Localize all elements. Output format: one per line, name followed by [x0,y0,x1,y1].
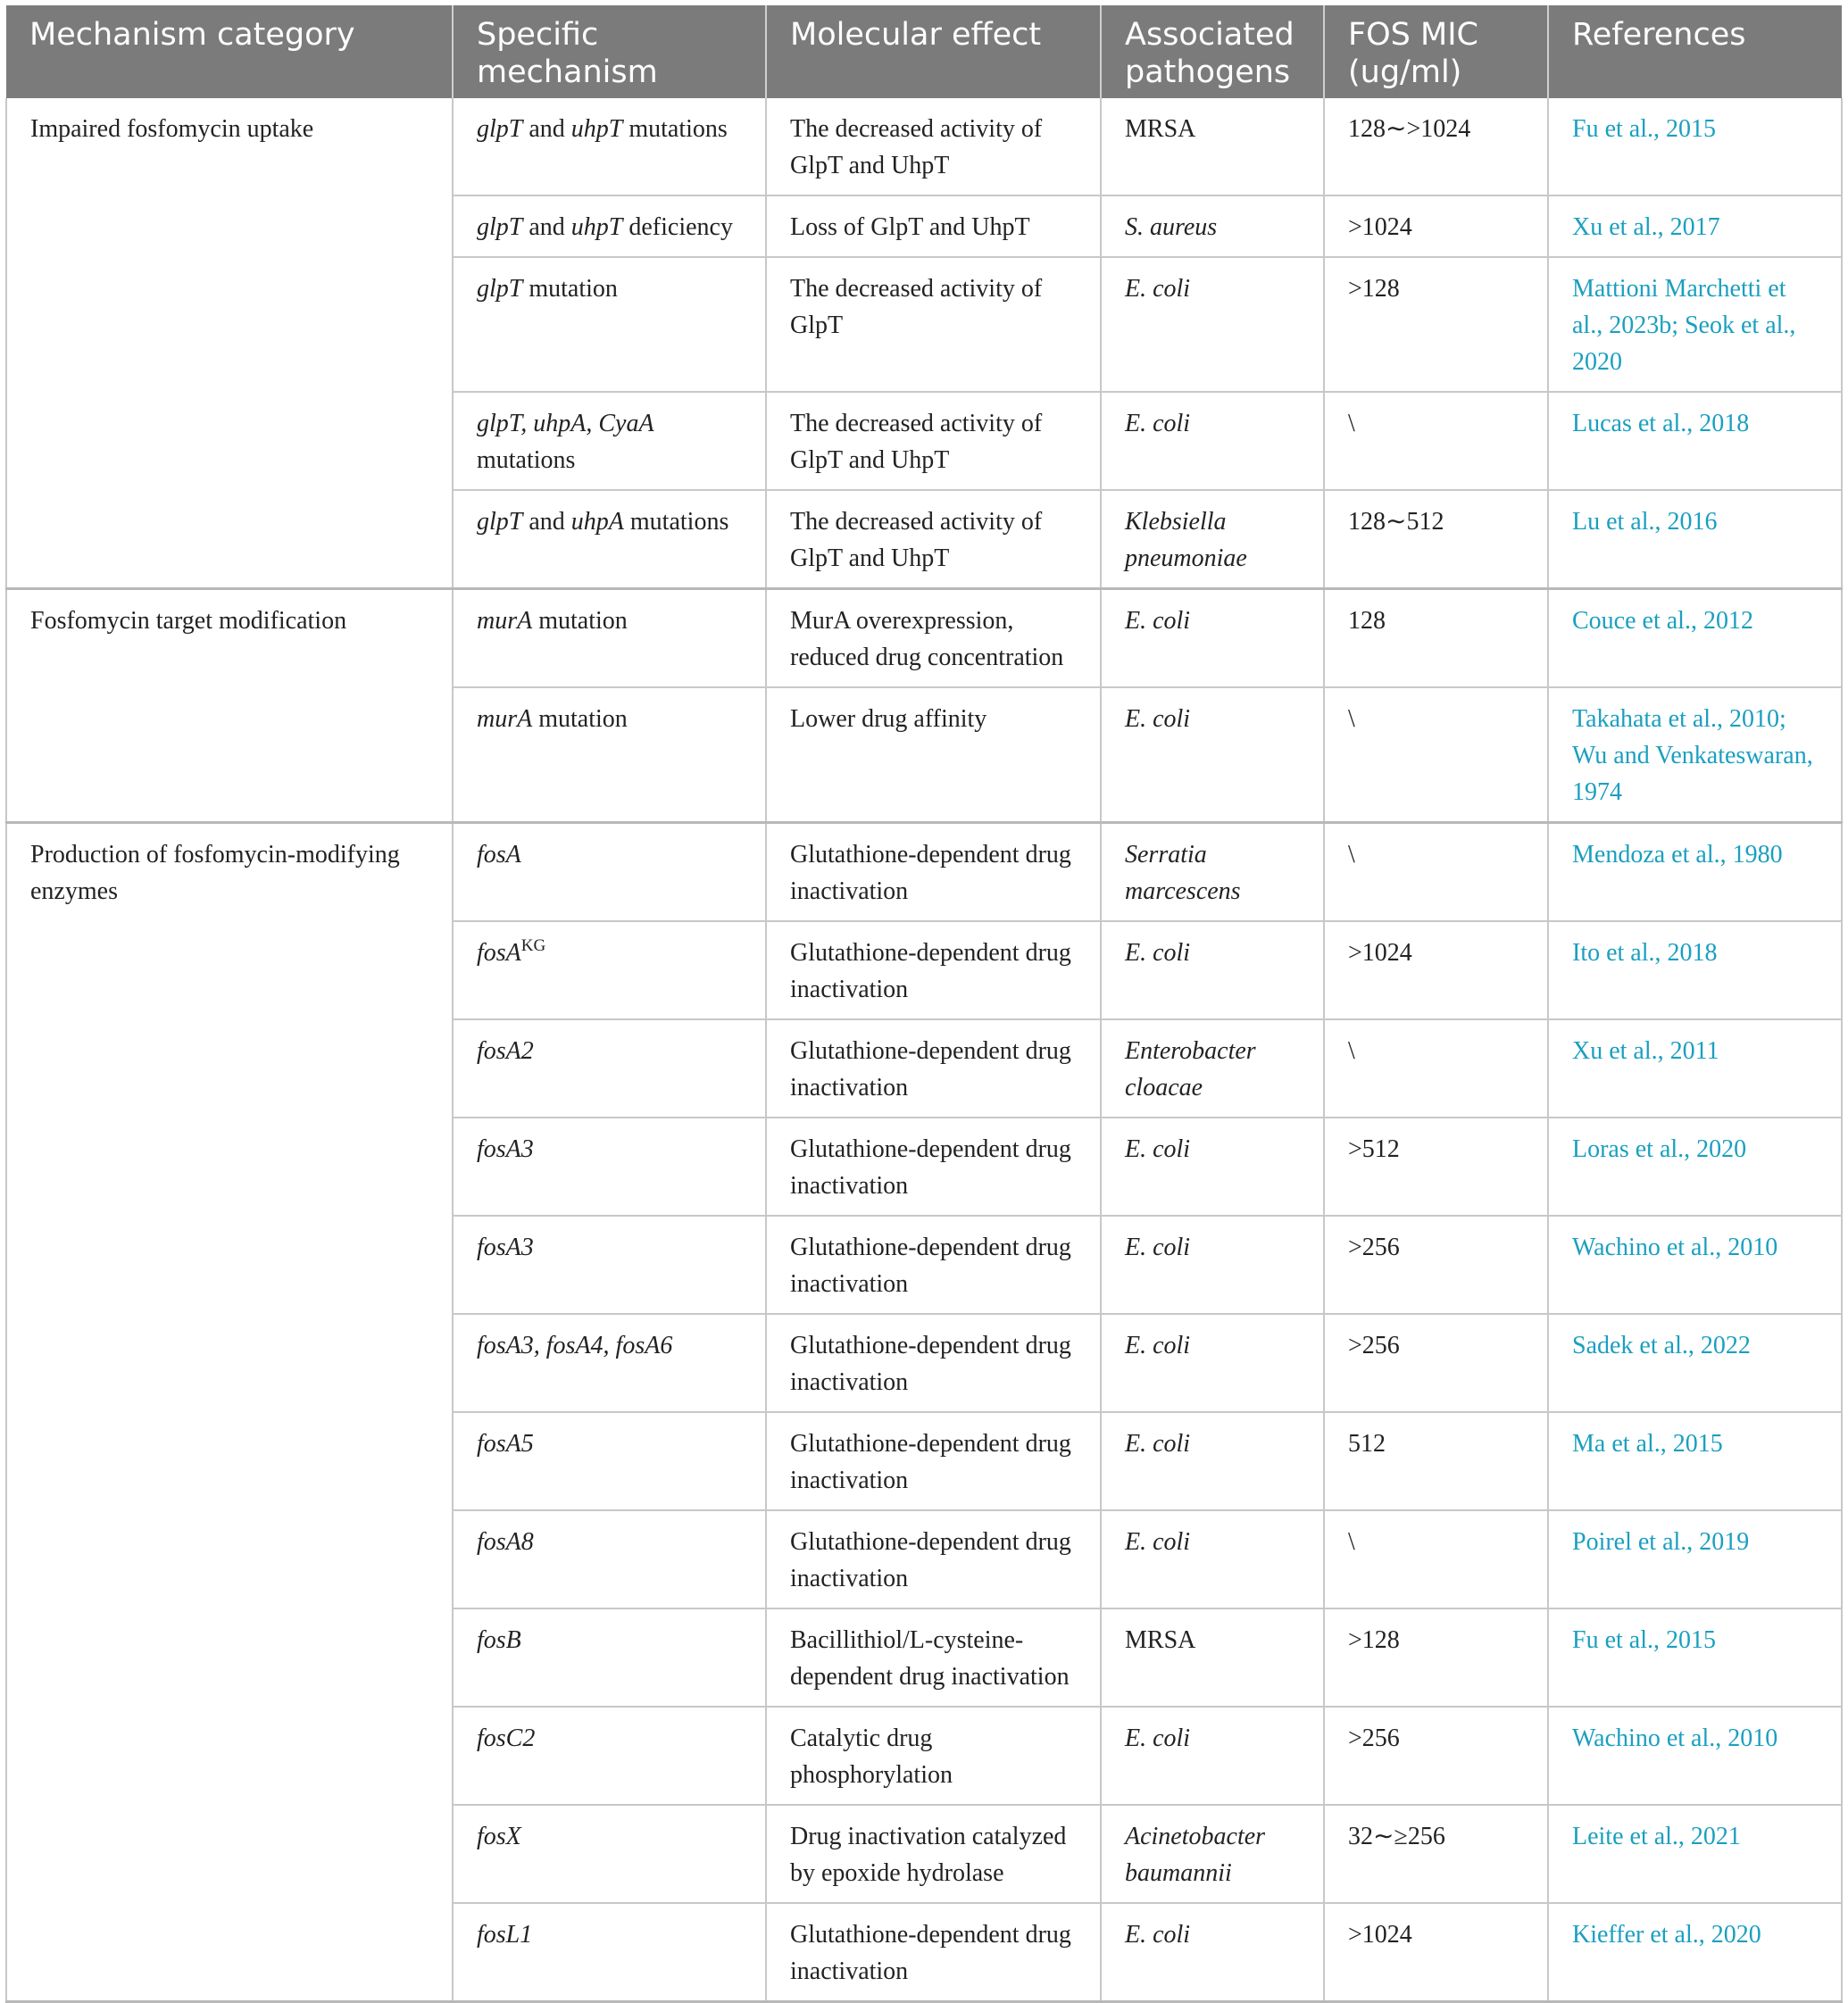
specific-mechanism-cell: glpT and uhpA mutations [453,490,766,589]
header-molecular-effect: Molecular effect [766,5,1101,98]
mic-cell: \ [1324,687,1548,823]
reference-cell [1548,490,1842,589]
table-row [6,823,1842,922]
reference-link[interactable]: Mendoza et al., 1980 [1572,841,1783,869]
specific-mechanism-cell: glpT, uhpA, CyaA mutations [453,392,766,490]
molecular-effect-cell: The decreased activity of GlpT and UhpT [766,98,1101,195]
mic-cell: 128∼>1024 [1324,98,1548,195]
reference-link[interactable]: Wachino et al., 2010 [1572,1725,1778,1752]
reference-cell [1548,257,1842,392]
reference-link[interactable]: Leite et al., 2021 [1572,1823,1741,1850]
reference-link[interactable]: Loras et al., 2020 [1572,1135,1747,1163]
mic-cell: 128∼512 [1324,490,1548,589]
specific-mechanism-cell: fosA5 [453,1412,766,1510]
specific-mechanism-cell: fosL1 [453,1903,766,2002]
pathogen-cell: Acinetobacter baumannii [1101,1805,1324,1903]
pathogen-cell: E. coli [1101,1412,1324,1510]
specific-mechanism-cell: glpT and uhpT deficiency [453,195,766,257]
reference-cell [1548,1019,1842,1118]
pathogen-cell: Serratia marcescens [1101,823,1324,922]
pathogen-cell: E. coli [1101,921,1324,1019]
header-associated-pathogens: Associated pathogens [1101,5,1324,98]
pathogen-cell: E. coli [1101,1903,1324,2002]
mic-cell: \ [1324,823,1548,922]
pathogen-cell: E. coli [1101,1510,1324,1608]
table-row [6,589,1842,688]
mic-cell: \ [1324,1019,1548,1118]
pathogen-cell: E. coli [1101,687,1324,823]
reference-link[interactable]: Xu et al., 2017 [1572,213,1720,241]
specific-mechanism-cell: fosC2 [453,1707,766,1805]
reference-cell [1548,1707,1842,1805]
mic-cell: 32∼≥256 [1324,1805,1548,1903]
reference-cell [1548,1903,1842,2002]
molecular-effect-cell: Loss of GlpT and UhpT [766,195,1101,257]
table-body [6,98,1842,2002]
mic-cell: >1024 [1324,1903,1548,2002]
molecular-effect-cell: The decreased activity of GlpT and UhpT [766,490,1101,589]
molecular-effect-cell: Catalytic drug phosphorylation [766,1707,1101,1805]
category-cell: Production of fosfomycin-modifying enzymes [6,823,453,2002]
mic-cell: 512 [1324,1412,1548,1510]
category-cell: Fosfomycin target modification [6,589,453,823]
specific-mechanism-cell: glpT mutation [453,257,766,392]
header-specific-mechanism: Specific mechanism [453,5,766,98]
specific-mechanism-cell: fosA8 [453,1510,766,1608]
reference-cell [1548,195,1842,257]
pathogen-cell: E. coli [1101,589,1324,688]
mic-cell: >128 [1324,257,1548,392]
reference-link[interactable]: Mattioni Marchetti et al., 2023b; Seok et al., 2020 [1572,275,1796,376]
molecular-effect-cell: Glutathione-dependent drug inactivation [766,921,1101,1019]
reference-link[interactable]: Fu et al., 2015 [1572,115,1716,143]
header-references: References [1548,5,1842,98]
resistance-mechanisms-table [5,5,1843,2003]
reference-cell [1548,589,1842,688]
reference-link[interactable]: Ito et al., 2018 [1572,939,1718,967]
mic-cell: >1024 [1324,195,1548,257]
mic-cell: \ [1324,1510,1548,1608]
reference-cell [1548,921,1842,1019]
molecular-effect-cell: MurA overexpression, reduced drug concentration [766,589,1101,688]
reference-cell [1548,1314,1842,1412]
reference-link[interactable]: Fu et al., 2015 [1572,1626,1716,1654]
mic-cell: >512 [1324,1118,1548,1216]
molecular-effect-cell: Glutathione-dependent drug inactivation [766,1216,1101,1314]
header-mechanism-category: Mechanism category [6,5,453,98]
mic-cell: >128 [1324,1608,1548,1707]
mic-cell: \ [1324,392,1548,490]
reference-cell [1548,823,1842,922]
pathogen-cell: E. coli [1101,1118,1324,1216]
molecular-effect-cell: Drug inactivation catalyzed by epoxide hydrolase [766,1805,1101,1903]
reference-link[interactable]: Poirel et al., 2019 [1572,1528,1750,1556]
reference-cell [1548,687,1842,823]
table-container [5,5,1841,2003]
specific-mechanism-cell: fosA3 [453,1118,766,1216]
molecular-effect-cell: Glutathione-dependent drug inactivation [766,1510,1101,1608]
pathogen-cell: E. coli [1101,1314,1324,1412]
specific-mechanism-cell: fosA3, fosA4, fosA6 [453,1314,766,1412]
specific-mechanism-cell: fosA2 [453,1019,766,1118]
reference-link[interactable]: Takahata et al., 2010; Wu and Venkateswaran, 1974 [1572,705,1813,806]
pathogen-cell: S. aureus [1101,195,1324,257]
reference-cell [1548,1118,1842,1216]
reference-link[interactable]: Lucas et al., 2018 [1572,410,1750,437]
reference-link[interactable]: Wachino et al., 2010 [1572,1234,1778,1261]
specific-mechanism-cell: fosB [453,1608,766,1707]
molecular-effect-cell: Bacillithiol/L-cysteine-dependent drug inactivation [766,1608,1101,1707]
reference-link[interactable]: Xu et al., 2011 [1572,1037,1719,1065]
reference-cell [1548,1216,1842,1314]
table-header [6,5,1842,98]
molecular-effect-cell: Glutathione-dependent drug inactivation [766,1412,1101,1510]
reference-cell [1548,1608,1842,1707]
molecular-effect-cell: Glutathione-dependent drug inactivation [766,1314,1101,1412]
specific-mechanism-cell: glpT and uhpT mutations [453,98,766,195]
molecular-effect-cell: Glutathione-dependent drug inactivation [766,1903,1101,2002]
specific-mechanism-cell: fosX [453,1805,766,1903]
mic-cell: >256 [1324,1314,1548,1412]
mic-cell: 128 [1324,589,1548,688]
reference-link[interactable]: Ma et al., 2015 [1572,1430,1723,1458]
reference-cell [1548,98,1842,195]
reference-link[interactable]: Kieffer et al., 2020 [1572,1921,1761,1949]
molecular-effect-cell: The decreased activity of GlpT and UhpT [766,392,1101,490]
specific-mechanism-cell: fosA3 [453,1216,766,1314]
category-cell: Impaired fosfomycin uptake [6,98,453,589]
reference-link[interactable]: Couce et al., 2012 [1572,607,1753,635]
pathogen-cell: E. coli [1101,1707,1324,1805]
header-fos-mic: FOS MIC (ug/ml) [1324,5,1548,98]
mic-cell: >256 [1324,1216,1548,1314]
pathogen-cell: E. coli [1101,257,1324,392]
mic-cell: >1024 [1324,921,1548,1019]
molecular-effect-cell: Glutathione-dependent drug inactivation [766,1118,1101,1216]
specific-mechanism-cell: fosA$^{KG}$ [453,921,766,1019]
pathogen-cell: MRSA [1101,98,1324,195]
specific-mechanism-cell: fosA [453,823,766,922]
molecular-effect-cell: Glutathione-dependent drug inactivation [766,823,1101,922]
pathogen-cell: E. coli [1101,392,1324,490]
reference-link[interactable]: Sadek et al., 2022 [1572,1332,1751,1359]
reference-cell [1548,1412,1842,1510]
molecular-effect-cell: Lower drug affinity [766,687,1101,823]
molecular-effect-cell: The decreased activity of GlpT [766,257,1101,392]
molecular-effect-cell: Glutathione-dependent drug inactivation [766,1019,1101,1118]
specific-mechanism-cell: murA mutation [453,589,766,688]
pathogen-cell: E. coli [1101,1216,1324,1314]
specific-mechanism-cell: murA mutation [453,687,766,823]
mic-cell: >256 [1324,1707,1548,1805]
reference-cell [1548,1805,1842,1903]
pathogen-cell: Enterobacter cloacae [1101,1019,1324,1118]
table-row [6,98,1842,195]
reference-cell [1548,392,1842,490]
reference-link[interactable]: Lu et al., 2016 [1572,508,1718,536]
reference-cell [1548,1510,1842,1608]
pathogen-cell: Klebsiella pneumoniae [1101,490,1324,589]
pathogen-cell: MRSA [1101,1608,1324,1707]
